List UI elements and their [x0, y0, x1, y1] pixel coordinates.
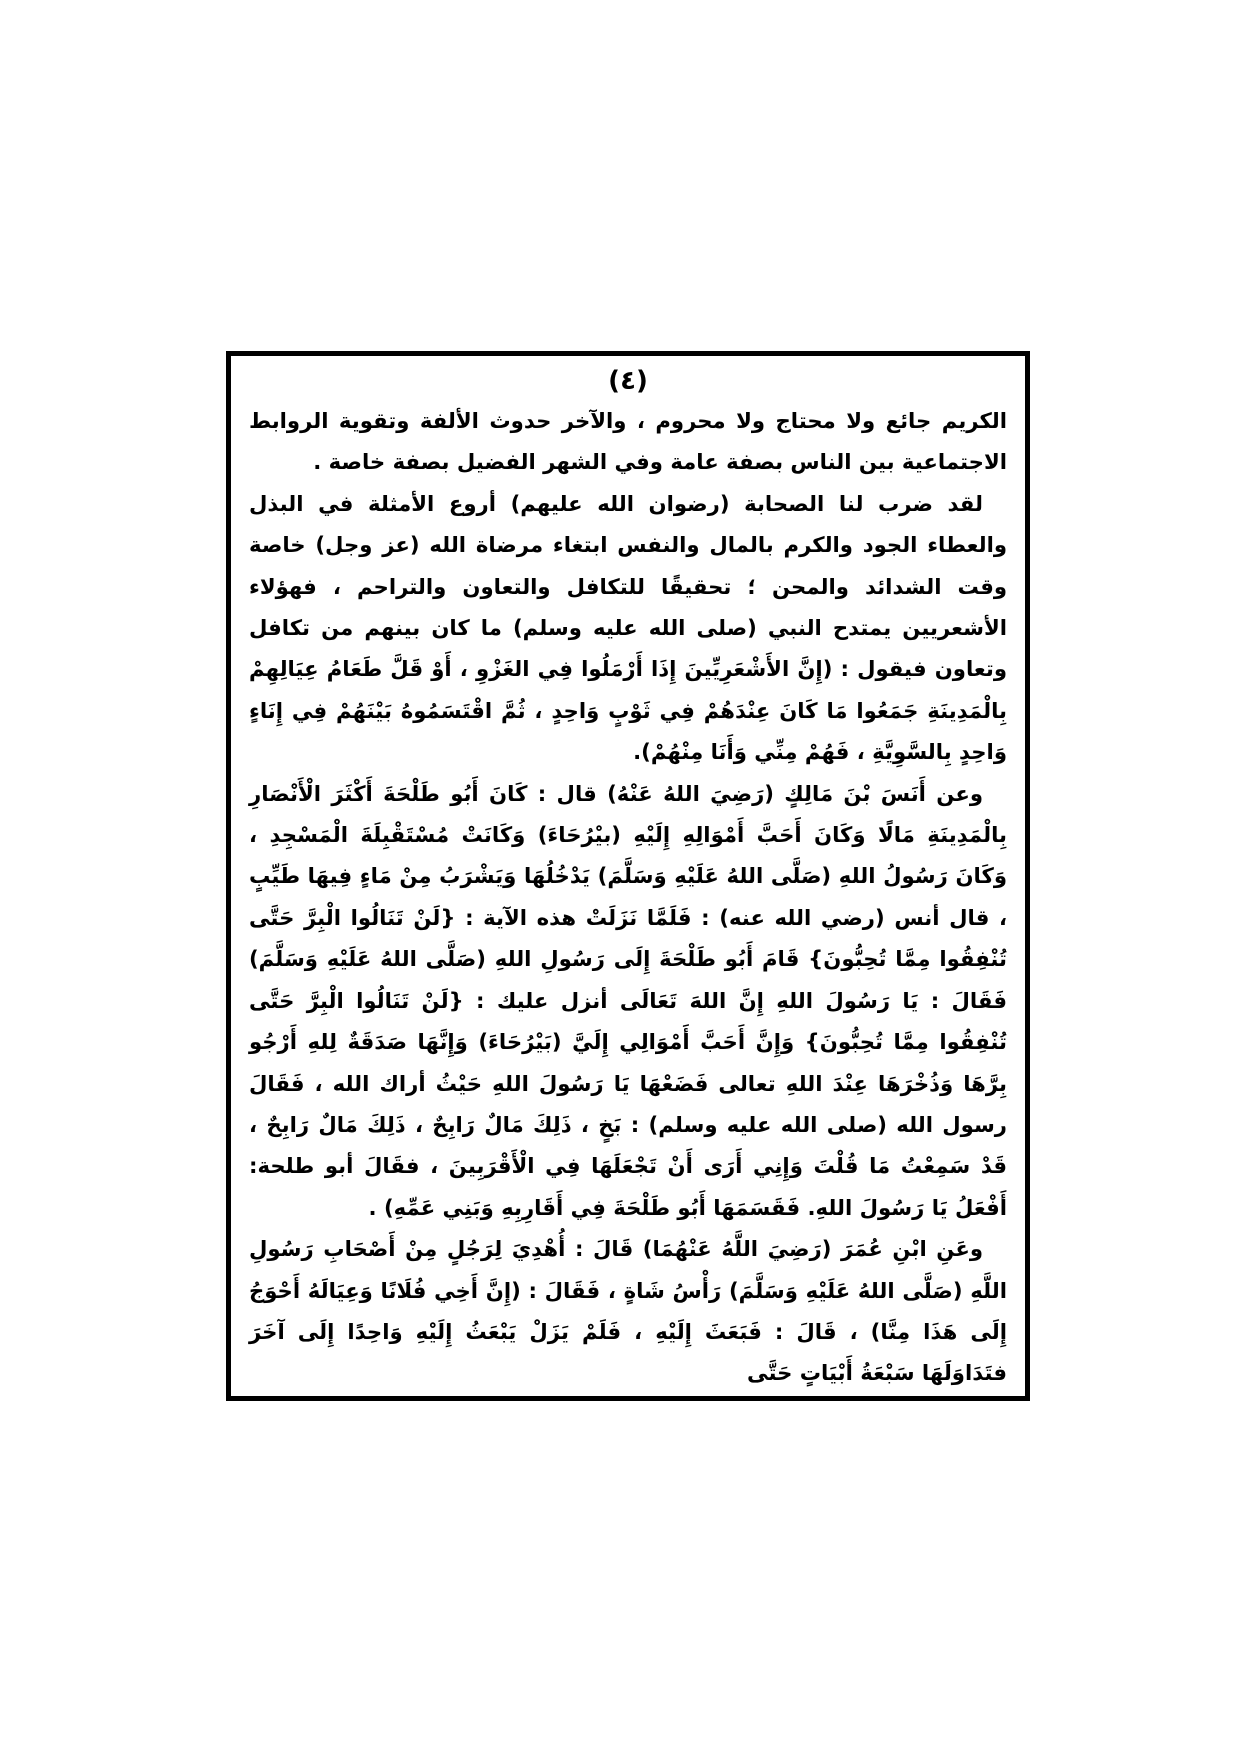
page-number: (٤) — [608, 366, 648, 396]
paragraph-4: وعَنِ ابْنِ عُمَرَ (رَضِيَ اللَّهُ عَنْهُمَا) قَالَ : أُهْدِيَ لِرَجُلٍ مِنْ أَصْحَابِ رَسُولِ اللَّهِ (صَلَّى اللهُ عَلَيْهِ وَسَلَّمَ) رَأْسُ شَاةٍ ، فَقَالَ : (إِنَّ أَخِي فُلَانًا وَعِيَالَهُ أَحْوَجُ إِلَى هَذَا مِنَّا) ، قَالَ : فَبَعَثَ إِلَيْهِ ، فَلَمْ يَزَلْ يَبْعَثُ إِلَيْهِ وَاحِدًا إِلَى آخَرَ فتَدَاوَلَهَا سَبْعَةُ أَبْيَاتٍ حَتَّى — [249, 1236, 1007, 1386]
body-text — [231, 400, 1025, 1394]
page-frame — [226, 351, 1030, 1401]
paragraph-3: وعن أَنَسَ بْنَ مَالِكٍ (رَضِيَ اللهُ عَنْهُ) قال : كَانَ أَبُو طَلْحَةَ أَكْثَرَ الْأَنْصَارِ بِالْمَدِينَةِ مَالًا وَكَانَ أَحَبَّ أَمْوَالِهِ إِلَيْهِ (بيْرُحَاءَ) وَكَانَتْ مُسْتَقْبِلَةَ الْمَسْجِدِ ، وَكَانَ رَسُولُ اللهِ (صَلَّى اللهُ عَلَيْهِ وَسَلَّمَ) يَدْخُلُهَا وَيَشْرَبُ مِنْ مَاءٍ فِيهَا طَيِّبٍ ، قال أنس (رضي الله عنه) : فَلَمَّا نَزَلَتْ هذه الآية : {لَنْ تَنَالُوا الْبِرَّ حَتَّى تُنْفِقُوا مِمَّا تُحِبُّونَ} قَامَ أَبُو طَلْحَةَ إِلَى رَسُولِ اللهِ (صَلَّى اللهُ عَلَيْهِ وَسَلَّمَ) فَقَالَ : يَا رَسُولَ اللهِ إِنَّ اللهَ تَعَالَى أنزل عليك : {لَنْ تَنَالُوا الْبِرَّ حَتَّى تُنْفِقُوا مِمَّا تُحِبُّونَ} وَإِنَّ أَحَبَّ أَمْوَالِي إِلَيَّ (بَيْرُحَاءَ) وَإِنَّهَا صَدَقَةٌ لِلهِ أَرْجُو بِرَّهَا وَذُخْرَهَا عِنْدَ اللهِ تعالى فَضَعْهَا يَا رَسُولَ اللهِ حَيْثُ أراك الله ، فَقَالَ رسول الله (صلى الله عليه وسلم) : بَخٍ ، ذَلِكَ مَالٌ رَابِحٌ ، ذَلِكَ مَالٌ رَابِحٌ ، قَدْ سَمِعْتُ مَا قُلْتَ وَإِنِي أَرَى أَنْ تَجْعَلَهَا فِي الْأَقْرَبِينَ ، فقَالَ أبو طلحة: أَفْعَلُ يَا رَسُولَ اللهِ. فَقَسَمَهَا أَبُو طَلْحَةَ فِي أَقَارِبِهِ وَبَنِي عَمِّهِ) . — [249, 780, 1007, 1220]
paragraph-2: لقد ضرب لنا الصحابة (رضوان الله عليهم) أروع الأمثلة في البذل والعطاء الجود والكرم بالمال والنفس ابتغاء مرضاة الله (عز وجل) خاصة وقت الشدائد والمحن ؛ تحقيقًا للتكافل والتعاون والتراحم ، فهؤلاء الأشعريين يمتدح النبي (صلى الله عليه وسلم) ما كان بينهم من تكافل وتعاون فيقول : (إِنَّ الأَشْعَرِيِّينَ إِذَا أَرْمَلُوا فِي الغَزْوِ ، أَوْ قَلَّ طَعَامُ عِيَالِهِمْ بِالْمَدِينَةِ جَمَعُوا مَا كَانَ عِنْدَهُمْ فِي ثَوْبٍ وَاحِدٍ ، ثُمَّ اقْتَسَمُوهُ بَيْنَهُمْ فِي إِنَاءٍ وَاحِدٍ بِالسَّوِيَّةِ ، فَهُمْ مِنِّي وَأَنَا مِنْهُمْ). — [249, 490, 1007, 765]
paragraph-1: الكريم جائع ولا محتاج ولا محروم ، والآخر حدوث الألفة وتقوية الروابط الاجتماعية بين الناس بصفة عامة وفي الشهر الفضيل بصفة خاصة . — [249, 408, 1007, 475]
